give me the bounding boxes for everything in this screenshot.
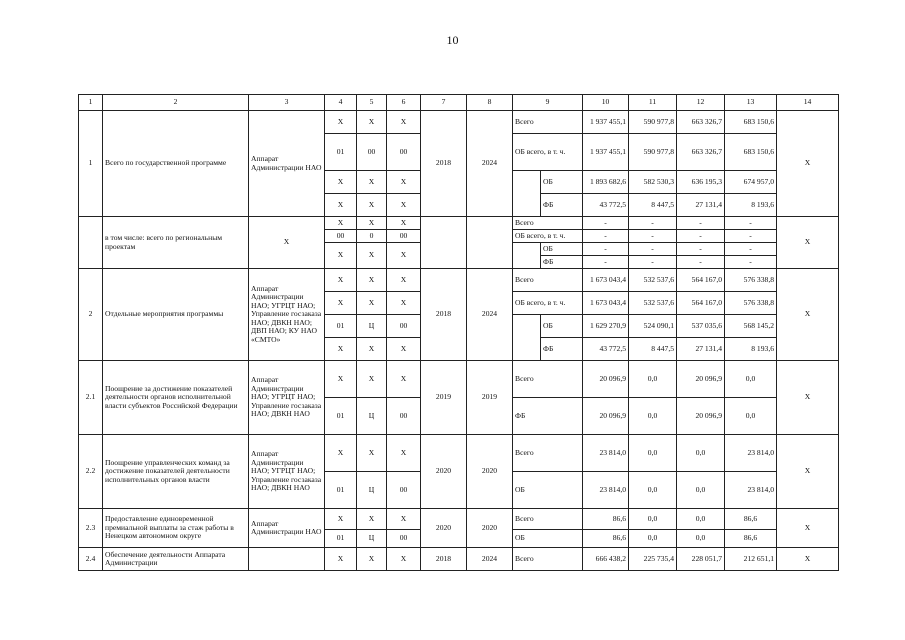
- code-cell: Х: [387, 435, 421, 472]
- col14-cell: Х: [777, 509, 839, 548]
- row-executor: Аппарат Администрации НАО; УГРЦТ НАО; Управление госзаказа НАО; ДВКН НАО; ДВП НАО; КУ НАО «СМТО»: [249, 269, 325, 361]
- start-year: 2019: [421, 361, 467, 435]
- value-cell: 20 096,9: [677, 361, 725, 398]
- row-number: 1: [79, 111, 103, 217]
- table-row: [79, 548, 839, 571]
- code-cell: 00: [387, 472, 421, 509]
- start-year: 2020: [421, 435, 467, 509]
- row-name: в том числе: всего по региональным проектам: [103, 217, 249, 269]
- value-cell: 532 537,6: [629, 292, 677, 315]
- code-cell: Х: [357, 361, 387, 398]
- code-cell: Х: [387, 509, 421, 530]
- blank-cell: [513, 315, 541, 361]
- code-cell: 00: [387, 398, 421, 435]
- code-cell: 01: [325, 472, 357, 509]
- value-cell: 0,0: [629, 361, 677, 398]
- code-cell: Х: [325, 435, 357, 472]
- value-cell: 23 814,0: [583, 435, 629, 472]
- code-cell: Ц: [357, 472, 387, 509]
- col14-cell: Х: [777, 111, 839, 217]
- value-cell: 564 167,0: [677, 269, 725, 292]
- code-cell: Х: [325, 269, 357, 292]
- value-cell: 86,6: [725, 530, 777, 548]
- header-cell: 9: [513, 95, 583, 111]
- value-cell: 8 447,5: [629, 338, 677, 361]
- col14-cell: Х: [777, 435, 839, 509]
- end-year: 2020: [467, 435, 513, 509]
- start-year: 2018: [421, 111, 467, 217]
- header-cell: 14: [777, 95, 839, 111]
- value-cell: 663 326,7: [677, 134, 725, 171]
- value-cell: 663 326,7: [677, 111, 725, 134]
- code-cell: Х: [357, 243, 387, 269]
- code-cell: Х: [387, 243, 421, 269]
- header-cell: 3: [249, 95, 325, 111]
- source-label: Всего: [513, 548, 583, 571]
- page-number: 10: [446, 33, 459, 47]
- value-cell: 537 035,6: [677, 315, 725, 338]
- row-number: [79, 217, 103, 269]
- header-cell: 8: [467, 95, 513, 111]
- value-cell: -: [629, 230, 677, 243]
- header-row: [79, 95, 839, 111]
- source-label: ОБ: [541, 171, 583, 194]
- header-cell: 5: [357, 95, 387, 111]
- code-cell: Х: [357, 509, 387, 530]
- value-cell: -: [677, 256, 725, 269]
- row-executor: Аппарат Администрации НАО; УГРЦТ НАО; Управление госзаказа НАО; ДВКН НАО: [249, 361, 325, 435]
- row-executor: Х: [249, 217, 325, 269]
- value-cell: 0,0: [629, 509, 677, 530]
- header-cell: 2: [103, 95, 249, 111]
- row-executor: Аппарат Администрации НАО: [249, 111, 325, 217]
- source-label: ОБ: [541, 315, 583, 338]
- value-cell: 1 629 270,9: [583, 315, 629, 338]
- row-number: 2.2: [79, 435, 103, 509]
- source-label: Всего: [513, 435, 583, 472]
- table-row: [79, 435, 839, 472]
- code-cell: Х: [325, 111, 357, 134]
- source-label: Всего: [513, 111, 583, 134]
- header-cell: 7: [421, 95, 467, 111]
- code-cell: Х: [357, 435, 387, 472]
- value-cell: -: [725, 230, 777, 243]
- value-cell: 0,0: [725, 361, 777, 398]
- source-label: ОБ: [513, 472, 583, 509]
- header-cell: 13: [725, 95, 777, 111]
- value-cell: 8 447,5: [629, 194, 677, 217]
- value-cell: 0,0: [629, 530, 677, 548]
- code-cell: 00: [387, 530, 421, 548]
- code-cell: 00: [357, 134, 387, 171]
- value-cell: 23 814,0: [725, 472, 777, 509]
- end-year: 2020: [467, 509, 513, 548]
- code-cell: Х: [325, 361, 357, 398]
- value-cell: -: [583, 217, 629, 230]
- header-cell: 1: [79, 95, 103, 111]
- code-cell: Х: [387, 269, 421, 292]
- blank-cell: [513, 243, 541, 269]
- value-cell: 225 735,4: [629, 548, 677, 571]
- row-number: 2.1: [79, 361, 103, 435]
- value-cell: -: [629, 217, 677, 230]
- code-cell: Х: [357, 292, 387, 315]
- value-cell: 1 673 043,4: [583, 292, 629, 315]
- col14-cell: Х: [777, 217, 839, 269]
- value-cell: 568 145,2: [725, 315, 777, 338]
- value-cell: 1 937 455,1: [583, 134, 629, 171]
- start-year: 2020: [421, 509, 467, 548]
- table-row: [79, 269, 839, 292]
- table-row: [79, 361, 839, 398]
- source-label: ОБ: [541, 243, 583, 256]
- header-cell: 6: [387, 95, 421, 111]
- header-cell: 11: [629, 95, 677, 111]
- value-cell: 564 167,0: [677, 292, 725, 315]
- header-cell: 12: [677, 95, 725, 111]
- value-cell: 582 530,3: [629, 171, 677, 194]
- code-cell: 01: [325, 315, 357, 338]
- row-name: Обеспечение деятельности Аппарата Администрации: [103, 548, 249, 571]
- source-label: ОБ всего, в т. ч.: [513, 292, 583, 315]
- code-cell: Ц: [357, 530, 387, 548]
- code-cell: 01: [325, 398, 357, 435]
- code-cell: Х: [325, 548, 357, 571]
- code-cell: Х: [387, 548, 421, 571]
- code-cell: Х: [357, 171, 387, 194]
- value-cell: 8 193,6: [725, 194, 777, 217]
- code-cell: Х: [387, 171, 421, 194]
- code-cell: Х: [325, 171, 357, 194]
- row-name: Всего по государственной программе: [103, 111, 249, 217]
- value-cell: 23 814,0: [725, 435, 777, 472]
- source-label: ОБ: [513, 530, 583, 548]
- header-cell: 10: [583, 95, 629, 111]
- end-year: 2024: [467, 269, 513, 361]
- value-cell: 86,6: [583, 509, 629, 530]
- code-cell: 00: [387, 134, 421, 171]
- table-row: [79, 111, 839, 134]
- code-cell: 00: [325, 230, 357, 243]
- source-label: Всего: [513, 269, 583, 292]
- value-cell: -: [677, 230, 725, 243]
- value-cell: 1 893 682,6: [583, 171, 629, 194]
- value-cell: 43 772,5: [583, 194, 629, 217]
- value-cell: 212 651,1: [725, 548, 777, 571]
- value-cell: 532 537,6: [629, 269, 677, 292]
- code-cell: Х: [387, 361, 421, 398]
- row-name: Предоставление единовременной премиальной выплаты за стаж работы в Ненецком автономном округе: [103, 509, 249, 548]
- value-cell: -: [629, 256, 677, 269]
- value-cell: 86,6: [583, 530, 629, 548]
- table-row: [79, 509, 839, 530]
- source-label: ОБ всего, в т. ч.: [513, 230, 583, 243]
- code-cell: Х: [325, 217, 357, 230]
- value-cell: -: [583, 230, 629, 243]
- value-cell: 666 438,2: [583, 548, 629, 571]
- value-cell: -: [725, 217, 777, 230]
- header-cell: 4: [325, 95, 357, 111]
- value-cell: 576 338,8: [725, 292, 777, 315]
- start-year: [421, 217, 467, 269]
- code-cell: Х: [357, 194, 387, 217]
- code-cell: Х: [387, 194, 421, 217]
- row-name: Отдельные мероприятия программы: [103, 269, 249, 361]
- code-cell: Х: [387, 338, 421, 361]
- value-cell: -: [629, 243, 677, 256]
- value-cell: 0,0: [677, 472, 725, 509]
- value-cell: -: [677, 217, 725, 230]
- row-executor: Аппарат Администрации НАО: [249, 509, 325, 548]
- value-cell: 636 195,3: [677, 171, 725, 194]
- code-cell: Х: [325, 509, 357, 530]
- value-cell: 576 338,8: [725, 269, 777, 292]
- value-cell: 23 814,0: [583, 472, 629, 509]
- code-cell: Х: [357, 111, 387, 134]
- source-label: ОБ всего, в т. ч.: [513, 134, 583, 171]
- blank-cell: [513, 171, 541, 217]
- value-cell: 8 193,6: [725, 338, 777, 361]
- code-cell: Х: [357, 548, 387, 571]
- value-cell: 20 096,9: [583, 361, 629, 398]
- code-cell: Х: [387, 217, 421, 230]
- end-year: 2024: [467, 111, 513, 217]
- source-label: ФБ: [541, 194, 583, 217]
- value-cell: 1 673 043,4: [583, 269, 629, 292]
- code-cell: Х: [357, 269, 387, 292]
- program-table: [78, 94, 839, 571]
- value-cell: 590 977,8: [629, 111, 677, 134]
- value-cell: 43 772,5: [583, 338, 629, 361]
- code-cell: Х: [325, 292, 357, 315]
- source-label: Всего: [513, 509, 583, 530]
- value-cell: 27 131,4: [677, 194, 725, 217]
- code-cell: Х: [325, 338, 357, 361]
- source-label: ФБ: [541, 338, 583, 361]
- value-cell: 228 051,7: [677, 548, 725, 571]
- start-year: 2018: [421, 548, 467, 571]
- code-cell: Ц: [357, 398, 387, 435]
- value-cell: -: [583, 243, 629, 256]
- value-cell: -: [677, 243, 725, 256]
- code-cell: Х: [357, 338, 387, 361]
- code-cell: Х: [325, 194, 357, 217]
- value-cell: 0,0: [677, 530, 725, 548]
- value-cell: 0,0: [725, 398, 777, 435]
- value-cell: -: [725, 256, 777, 269]
- value-cell: 0,0: [677, 435, 725, 472]
- value-cell: 590 977,8: [629, 134, 677, 171]
- row-executor: Аппарат Администрации НАО; УГРЦТ НАО; Управление госзаказа НАО; ДВКН НАО: [249, 435, 325, 509]
- code-cell: Х: [387, 292, 421, 315]
- start-year: 2018: [421, 269, 467, 361]
- col14-cell: Х: [777, 361, 839, 435]
- value-cell: 0,0: [629, 435, 677, 472]
- row-name: Поощрение управленческих команд за достижение показателей деятельности исполнительных органов власти: [103, 435, 249, 509]
- value-cell: 0,0: [629, 398, 677, 435]
- row-number: 2: [79, 269, 103, 361]
- end-year: 2019: [467, 361, 513, 435]
- value-cell: 27 131,4: [677, 338, 725, 361]
- value-cell: -: [583, 256, 629, 269]
- code-cell: Х: [387, 111, 421, 134]
- row-executor: [249, 548, 325, 571]
- value-cell: 1 937 455,1: [583, 111, 629, 134]
- table-row: [79, 217, 839, 230]
- source-label: Всего: [513, 361, 583, 398]
- end-year: 2024: [467, 548, 513, 571]
- value-cell: 20 096,9: [677, 398, 725, 435]
- source-label: ФБ: [513, 398, 583, 435]
- value-cell: 683 150,6: [725, 134, 777, 171]
- row-number: 2.3: [79, 509, 103, 548]
- code-cell: 00: [387, 315, 421, 338]
- code-cell: Х: [357, 217, 387, 230]
- code-cell: Х: [325, 243, 357, 269]
- value-cell: 674 957,0: [725, 171, 777, 194]
- row-name: Поощрение за достижение показателей деятельности органов исполнительной власти субъектов Российской Федерации: [103, 361, 249, 435]
- code-cell: 01: [325, 134, 357, 171]
- end-year: [467, 217, 513, 269]
- value-cell: 524 090,1: [629, 315, 677, 338]
- source-label: ФБ: [541, 256, 583, 269]
- code-cell: 0: [357, 230, 387, 243]
- value-cell: 0,0: [677, 509, 725, 530]
- value-cell: 683 150,6: [725, 111, 777, 134]
- col14-cell: Х: [777, 548, 839, 571]
- row-number: 2.4: [79, 548, 103, 571]
- code-cell: Ц: [357, 315, 387, 338]
- code-cell: 00: [387, 230, 421, 243]
- value-cell: 20 096,9: [583, 398, 629, 435]
- value-cell: 0,0: [629, 472, 677, 509]
- code-cell: 01: [325, 530, 357, 548]
- col14-cell: Х: [777, 269, 839, 361]
- source-label: Всего: [513, 217, 583, 230]
- value-cell: -: [725, 243, 777, 256]
- value-cell: 86,6: [725, 509, 777, 530]
